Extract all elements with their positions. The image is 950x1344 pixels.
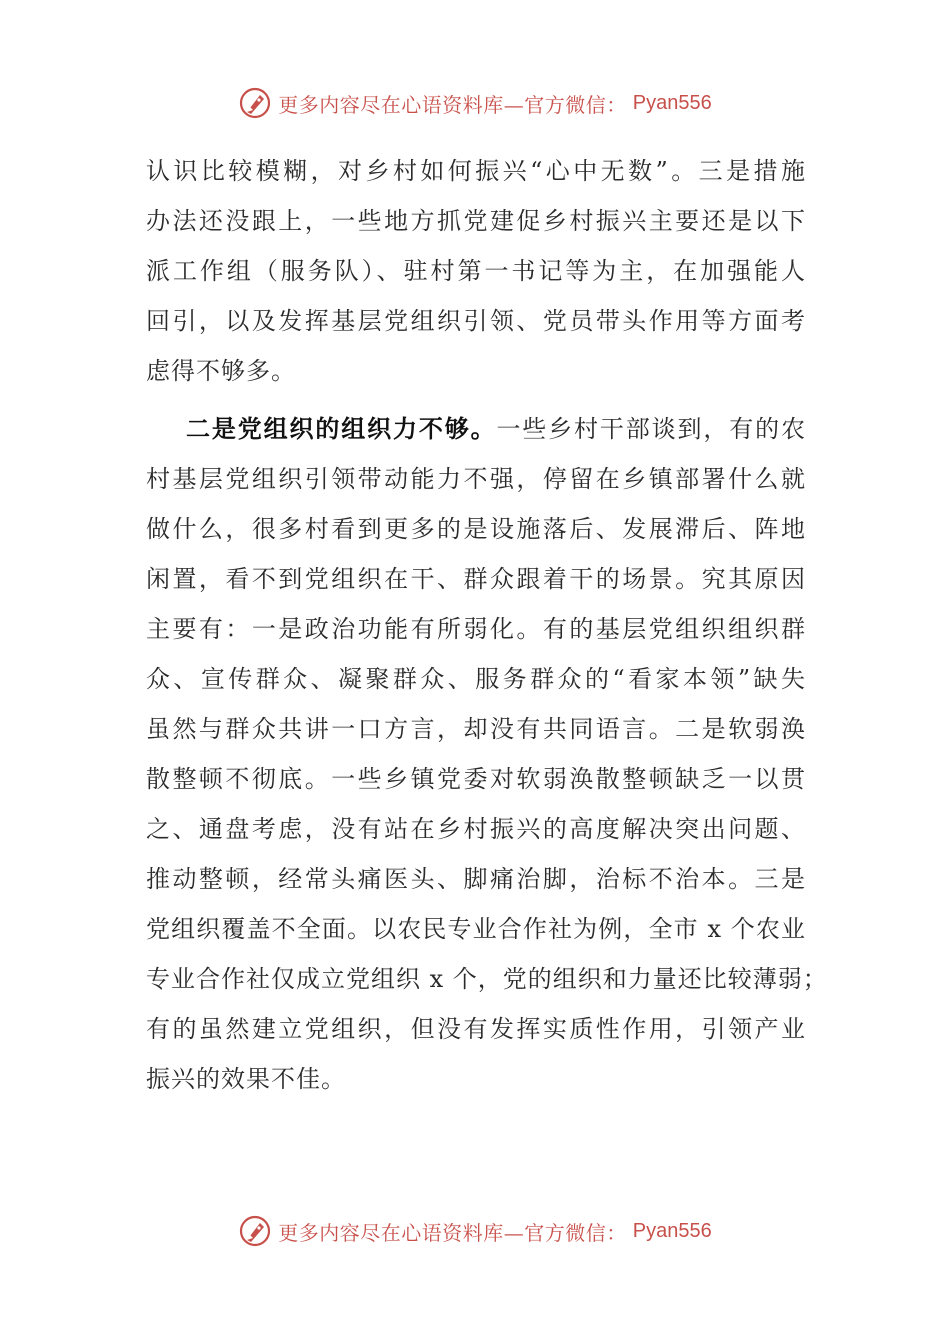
- text-line: 做什么，很多村看到更多的是设施落后、发展滞后、阵地: [146, 515, 806, 543]
- banner-text: 更多内容尽在心语资料库—官方微信：: [278, 1220, 627, 1245]
- banner-wechat-id: Pyan556: [632, 91, 712, 114]
- text-line: 闲置，看不到党组织在干、群众跟着干的场景。究其原因: [146, 565, 806, 593]
- text-line-first: [146, 404, 806, 454]
- text-line: 虽然与群众共讲一口方言，却没有共同语言。二是软弱涣: [146, 715, 806, 743]
- text-line: 认识比较模糊，对乡村如何振兴“心中无数”。三是措施: [146, 157, 806, 185]
- paragraph-2: [146, 404, 828, 1104]
- text-line: 办法还没跟上，一些地方抓党建促乡村振兴主要还是以下: [146, 207, 806, 235]
- text-line: 村基层党组织引领带动能力不强，停留在乡镇部署什么就: [146, 465, 806, 493]
- text-line: 推动整顿，经常头痛医头、脚痛治脚，治标不治本。三是: [146, 865, 806, 893]
- footer-banner: [0, 1211, 950, 1251]
- text-line: 散整顿不彻底。一些乡镇党委对软弱涣散整顿缺乏一以贯: [146, 765, 806, 793]
- pen-nib-logo-icon: [238, 86, 272, 120]
- paragraph-1: [146, 146, 806, 396]
- paragraph-heading: 二是党组织的组织力不够。: [186, 414, 497, 443]
- banner-text: 更多内容尽在心语资料库—官方微信：: [278, 92, 627, 117]
- header-banner: [0, 83, 950, 123]
- text-line: 之、通盘考虑，没有站在乡村振兴的高度解决突出问题、: [146, 815, 806, 843]
- text-line: 派工作组（服务队）、驻村第一书记等为主，在加强能人: [146, 257, 806, 285]
- text-line: 振兴的效果不佳。: [146, 1065, 346, 1093]
- banner-wechat-id: Pyan556: [632, 1219, 712, 1242]
- document-body: [146, 146, 828, 1104]
- text-line: 回引，以及发挥基层党组织引领、党员带头作用等方面考: [146, 307, 806, 335]
- heading-rest: 一些乡村干部谈到，有的农: [496, 415, 807, 443]
- text-line: 虑得不够多。: [146, 357, 296, 385]
- text-line: 主要有：一是政治功能有所弱化。有的基层党组织组织群: [146, 615, 806, 643]
- text-line: 众、宣传群众、凝聚群众、服务群众的“看家本领”缺失: [146, 665, 806, 693]
- text-line: 有的虽然建立党组织，但没有发挥实质性作用，引领产业: [146, 1015, 806, 1043]
- pen-nib-logo-icon: [238, 1214, 272, 1248]
- text-line: 专业合作社仅成立党组织 x 个，党的组织和力量还比较薄弱；: [146, 965, 828, 993]
- text-line: 党组织覆盖不全面。以农民专业合作社为例，全市 x 个农业: [146, 915, 806, 943]
